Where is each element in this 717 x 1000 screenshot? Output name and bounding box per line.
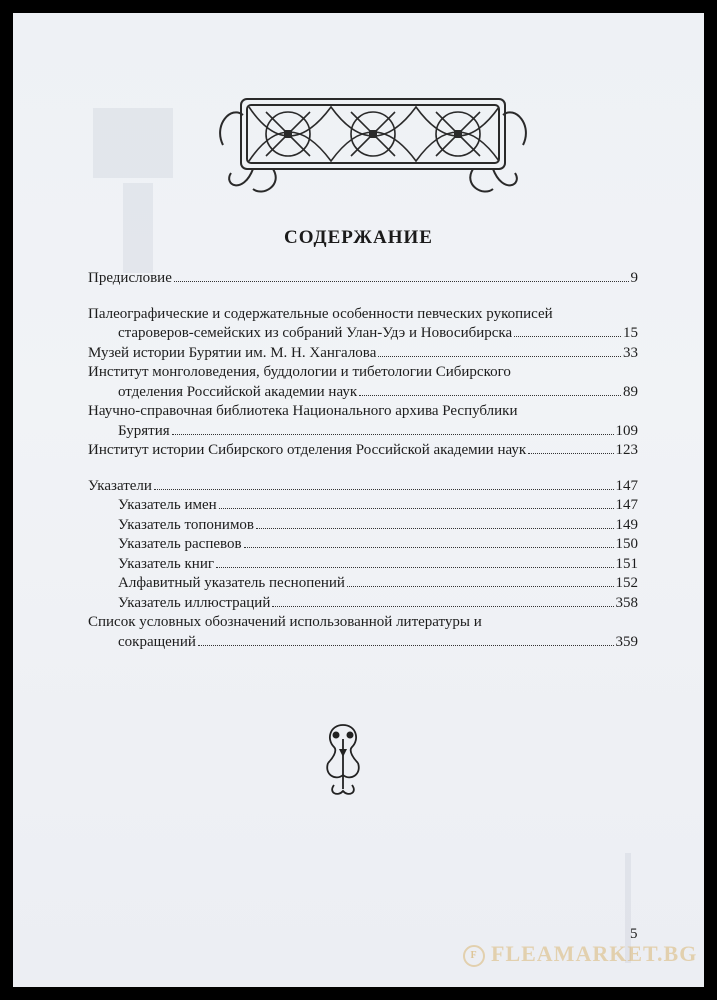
toc-entry-page: 152 <box>615 575 638 591</box>
dot-leader <box>172 434 614 435</box>
dot-leader <box>219 508 614 509</box>
page-number: 5 <box>630 926 638 942</box>
toc-entry-page: 150 <box>615 536 638 552</box>
toc-entry-page: 149 <box>615 516 638 533</box>
toc-entry <box>88 441 638 461</box>
page-title: СОДЕРЖАНИЕ <box>284 227 433 248</box>
toc-subentry <box>88 516 638 536</box>
toc-entry-title-line1: Научно-справочная библиотека Национального архива Республики <box>88 403 518 419</box>
toc-entry-title: староверов-семейских из собраний Улан-Удэ и Новосибирска <box>118 325 513 341</box>
toc-entry-title: Указатель книг <box>118 555 214 572</box>
toc-entry <box>88 363 638 402</box>
dot-leader <box>347 586 614 587</box>
toc-entry-title: Указатель имен <box>118 497 217 513</box>
toc-entry-title: Музей истории Бурятии им. М. Н. Хангалова <box>88 344 377 361</box>
watermark-text: FLEAMARKET.BG <box>491 941 698 966</box>
table-of-contents <box>88 269 638 652</box>
toc-entry-title: сокращений <box>118 633 196 650</box>
toc-entry-title-line1: Институт монголоведения, буддологии и тибетологии Сибирского <box>88 364 511 380</box>
toc-subentry <box>88 574 638 594</box>
toc-entry-title-line1: Палеографические и содержательные особенности певческих рукописей <box>88 305 553 322</box>
toc-entry <box>88 613 638 652</box>
toc-entry-title-line1: Список условных обозначений использованной литературы и <box>88 614 482 630</box>
bleed-through-shadow <box>93 108 173 178</box>
dot-leader <box>528 453 613 454</box>
toc-subentry <box>88 496 638 516</box>
toc-entry <box>88 477 638 497</box>
dot-leader <box>256 528 613 529</box>
toc-entry-page: 109 <box>615 422 638 439</box>
toc-entry-page: 151 <box>615 555 638 572</box>
toc-entry-page: 147 <box>615 497 638 513</box>
toc-entry-page: 15 <box>623 325 638 341</box>
toc-entry <box>88 402 638 441</box>
dot-leader <box>359 395 621 396</box>
book-page <box>13 13 704 987</box>
dot-leader <box>272 606 613 607</box>
watermark <box>463 941 697 967</box>
dot-leader <box>514 336 621 337</box>
dot-leader <box>198 645 614 646</box>
toc-entry-title: Институт истории Сибирского отделения Российской академии наук <box>88 442 527 458</box>
toc-subentry <box>88 555 638 575</box>
toc-entry-page: 9 <box>630 270 638 286</box>
toc-entry <box>88 344 638 364</box>
toc-entry-title: Алфавитный указатель песнопений <box>118 575 345 591</box>
toc-entry-title: Указатель распевов <box>118 536 242 552</box>
toc-entry-page: 89 <box>623 383 638 400</box>
toc-entry-title: Предисловие <box>88 270 172 286</box>
toc-entry <box>88 305 638 344</box>
toc-entry-page: 33 <box>623 344 638 361</box>
toc-entry-title: отделения Российской академии наук <box>118 383 358 400</box>
toc-entry-page: 147 <box>615 477 638 494</box>
toc-entry-page: 359 <box>615 633 638 650</box>
toc-entry-title: Бурятия <box>118 422 170 439</box>
toc-subentry <box>88 535 638 555</box>
dot-leader <box>244 547 614 548</box>
celtic-knot-ornament-icon <box>213 85 533 207</box>
watermark-logo-icon: F <box>463 945 485 967</box>
dot-leader <box>216 567 614 568</box>
toc-entry-page: 358 <box>615 594 638 611</box>
toc-entry-title: Указатели <box>88 477 152 494</box>
toc-entry-title: Указатель иллюстраций <box>118 594 271 611</box>
toc-entry <box>88 269 638 289</box>
dot-leader <box>378 356 621 357</box>
toc-entry-page: 123 <box>615 442 638 458</box>
dot-leader <box>174 281 629 282</box>
dot-leader <box>154 489 614 490</box>
toc-subentry <box>88 594 638 614</box>
toc-entry-title: Указатель топонимов <box>118 516 255 533</box>
bird-ornament-icon <box>322 719 364 799</box>
